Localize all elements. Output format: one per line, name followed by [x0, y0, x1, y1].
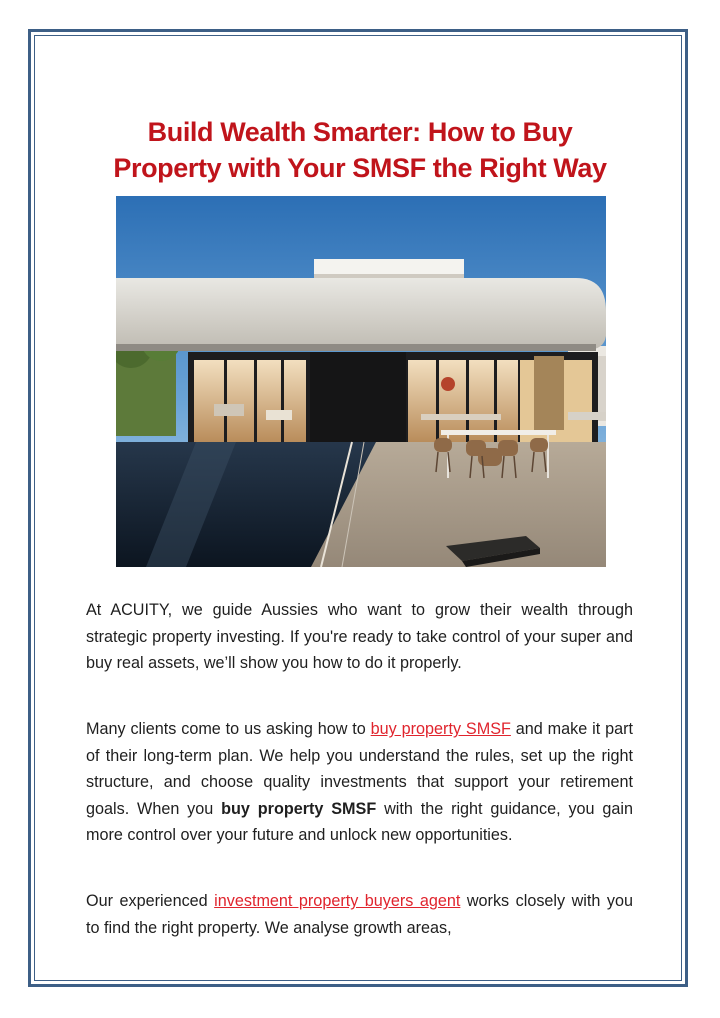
property-photo	[116, 196, 606, 567]
title-line-1: Build Wealth Smarter: How to Buy	[147, 117, 573, 148]
title-line-2: Property with Your SMSF the Right Way	[113, 153, 607, 184]
intro-paragraph: At ACUITY, we guide Aussies who want to grow their wealth through strategic property investing. If you're ready to take control of your super and buy real assets, we’ll show you how to do it properly.	[86, 601, 633, 673]
smsf-paragraph	[86, 716, 633, 849]
smsf-text-before-link: Many clients come to us asking how to	[86, 720, 371, 739]
document-title	[60, 114, 660, 186]
smsf-bold-text: buy property SMSF	[221, 799, 377, 818]
buy-property-smsf-link[interactable]: buy property SMSF	[370, 720, 511, 739]
investment-property-buyers-agent-link[interactable]: investment property buyers agent	[214, 892, 461, 911]
smsf-text-after-link: and make it part of their long-term plan. We help you understand the rules, set up the right structure, and choose quality investments that support your retirement goals. When you	[86, 720, 633, 818]
agent-text-after-link: works closely with you to find the right property. We analyse growth areas,	[86, 892, 633, 937]
smsf-text-after-bold: with the right guidance, you gain more control over your future and unlock new opportunities.	[86, 799, 634, 845]
agent-text-before-link: Our experienced	[86, 892, 215, 911]
buyers-agent-paragraph	[86, 888, 633, 941]
